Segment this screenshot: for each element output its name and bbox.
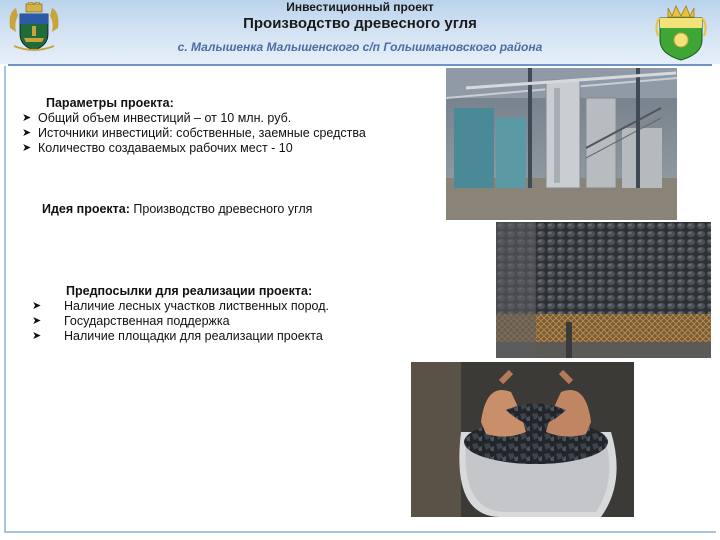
production-equipment-photo	[446, 68, 677, 220]
list-item	[22, 111, 366, 126]
page-title: Производство древесного угля	[243, 15, 477, 32]
prereq-section	[32, 284, 329, 344]
list-item	[22, 126, 366, 141]
prereq-item-site: Наличие площадки для реализации проекта	[64, 329, 323, 343]
params-item-jobs: Количество создаваемых рабочих мест - 10	[38, 141, 293, 155]
charcoal-in-hands-photo	[411, 362, 634, 517]
page-header	[0, 0, 720, 64]
idea-section	[42, 202, 312, 217]
bottom-rule	[4, 531, 716, 533]
params-item-sources: Источники инвестиций: собственные, заемные средства	[38, 126, 366, 140]
list-item	[32, 299, 329, 314]
prereq-item-forests: Наличие лесных участков лиственных пород.	[64, 299, 329, 313]
prereq-item-support: Государственная поддержка	[64, 314, 230, 328]
list-item	[32, 314, 329, 329]
prereq-title: Предпосылки для реализации проекта:	[66, 284, 313, 298]
header-location: с. Малышенка Малышенского с/п Голышмановского района	[177, 40, 543, 54]
arrow-bullet-icon: ➤	[32, 315, 42, 327]
header-kicker: Инвестиционный проект	[286, 0, 434, 14]
list-item	[22, 141, 366, 156]
idea-label: Идея проекта:	[42, 202, 130, 216]
golyshmanovo-coat-of-arms-icon	[652, 0, 710, 62]
arrow-bullet-icon: ➤	[32, 330, 42, 342]
left-border	[4, 66, 6, 532]
arrow-bullet-icon: ➤	[22, 127, 32, 139]
list-item	[32, 329, 329, 344]
params-item-investment: Общий объем инвестиций – от 10 млн. руб.	[38, 111, 292, 125]
params-section	[22, 96, 366, 156]
params-title: Параметры проекта:	[46, 96, 174, 110]
charcoal-briquettes-photo	[496, 222, 711, 358]
tyumen-coat-of-arms-icon	[6, 2, 62, 54]
arrow-bullet-icon: ➤	[22, 112, 32, 124]
header-rule	[8, 64, 712, 66]
idea-text: Производство древесного угля	[129, 202, 313, 216]
arrow-bullet-icon: ➤	[22, 142, 32, 154]
arrow-bullet-icon: ➤	[32, 300, 42, 312]
